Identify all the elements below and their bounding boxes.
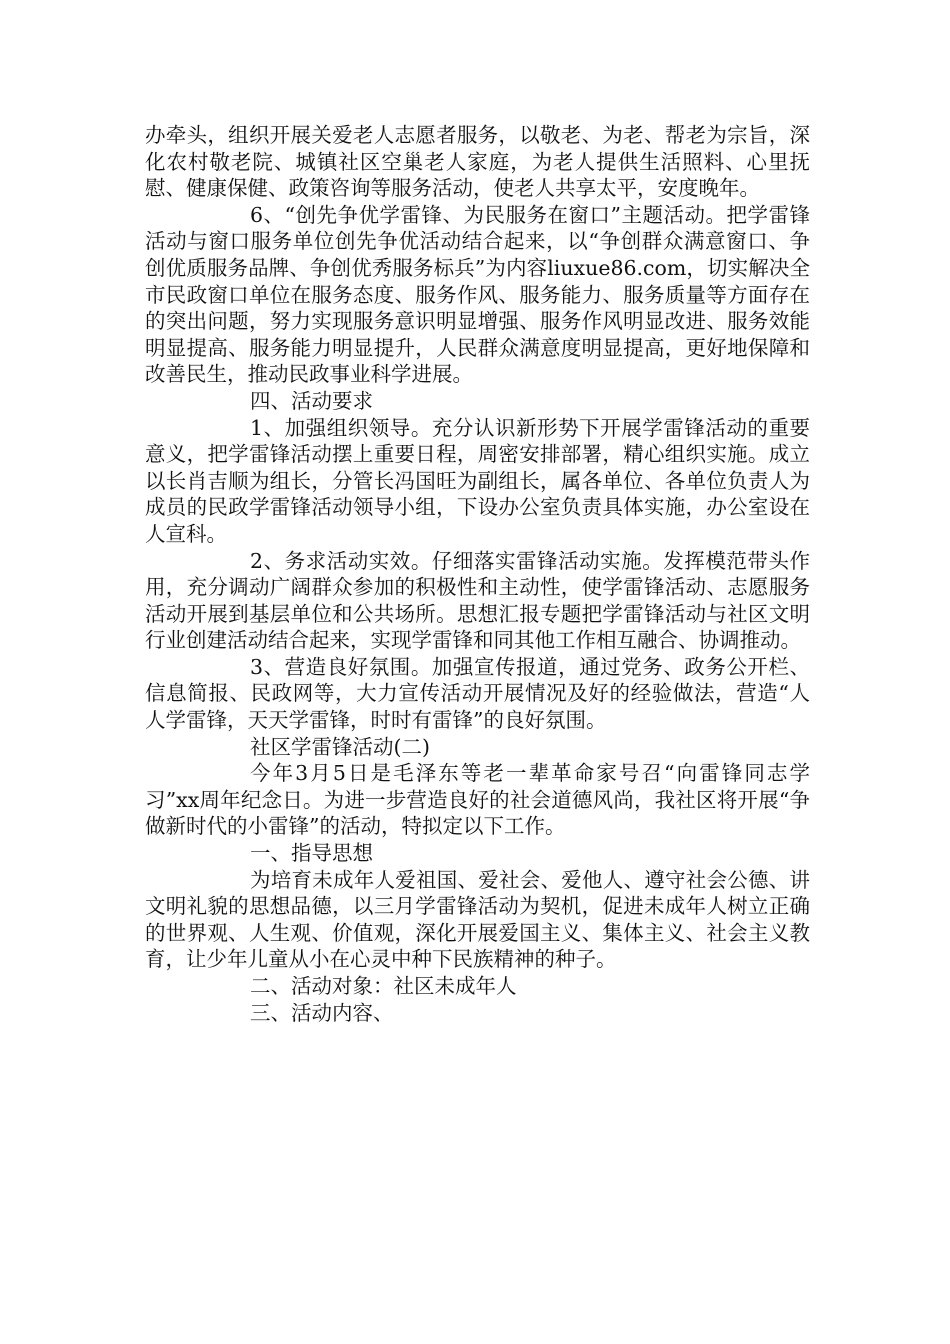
- paragraph-window-service: 6、“创先争优学雷锋、为民服务在窗口”主题活动。把学雷锋活动与窗口服务单位创先争优活动结合起来，以“争创群众满意窗口、争创优质服务品牌、争创优秀服务标兵”为内容liuxue86.com，切实解决全市民政窗口单位在服务态度、服务作风、服务能力、服务质量等方面存在的突出问题，努力实现服务意识明显增强、服务作风明显改进、服务效能明显提高、服务能力明显提升，人民群众满意度明显提高，更好地保障和改善民生，推动民政事业科学进展。: [145, 202, 810, 387]
- paragraph-leadership: 1、加强组织领导。充分认识新形势下开展学雷锋活动的重要意义，把学雷锋活动摆上重要日程，周密安排部署，精心组织实施。成立以长肖吉顺为组长，分管长冯国旺为副组长，属各单位、各单位负责人为成员的民政学雷锋活动领导小组，下设办公室负责具体实施，办公室设在人宣科。: [145, 415, 810, 546]
- heading-activity-content: 三、活动内容、: [250, 1000, 394, 1025]
- paragraph-ideology: 为培育未成年人爱祖国、爱社会、爱他人、遵守社会公德、讲文明礼貌的思想品德，以三月学雷锋活动为契机，促进未成年人树立正确的世界观、人生观、价值观，深化开展爱国主义、集体主义、社会主义教育，让少年儿童从小在心灵中种下民族精神的种子。: [145, 867, 810, 972]
- paragraph-atmosphere: 3、营造良好氛围。加强宣传报道，通过党务、政务公开栏、信息简报、民政网等，大力宣传活动开展情况及好的经验做法，营造“人人学雷锋，天天学雷锋，时时有雷锋”的良好氛围。: [145, 654, 810, 733]
- heading-community-activity-two: 社区学雷锋活动(二): [250, 734, 430, 759]
- heading-activity-target: 二、活动对象：社区未成年人: [250, 974, 517, 998]
- document-body: [145, 122, 810, 1026]
- paragraph-elderly-service: 办牵头，组织开展关爱老人志愿者服务，以敬老、为老、帮老为宗旨，深化农村敬老院、城镇社区空巢老人家庭，为老人提供生活照料、心里抚慰、健康保健、政策咨询等服务活动，使老人共享太平，安度晚年。: [145, 123, 810, 201]
- paragraph-effectiveness: 2、务求活动实效。仔细落实雷锋活动实施。发挥模范带头作用，充分调动广阔群众参加的积极性和主动性，使学雷锋活动、志愿服务活动开展到基层单位和公共场所。思想汇报专题把学雷锋活动与社区文明行业创建活动结合起来，实现学雷锋和同其他工作相互融合、协调推动。: [145, 548, 810, 653]
- heading-guiding-ideology: 一、指导思想: [250, 841, 373, 866]
- paragraph-anniversary: 今年3月5日是毛泽东等老一辈革命家号召“向雷锋同志学习”xx周年纪念日。为进一步营造良好的社会道德风尚，我社区将开展“争做新时代的小雷锋”的活动，特拟定以下工作。: [145, 761, 810, 839]
- heading-activity-requirements: 四、活动要求: [250, 388, 373, 413]
